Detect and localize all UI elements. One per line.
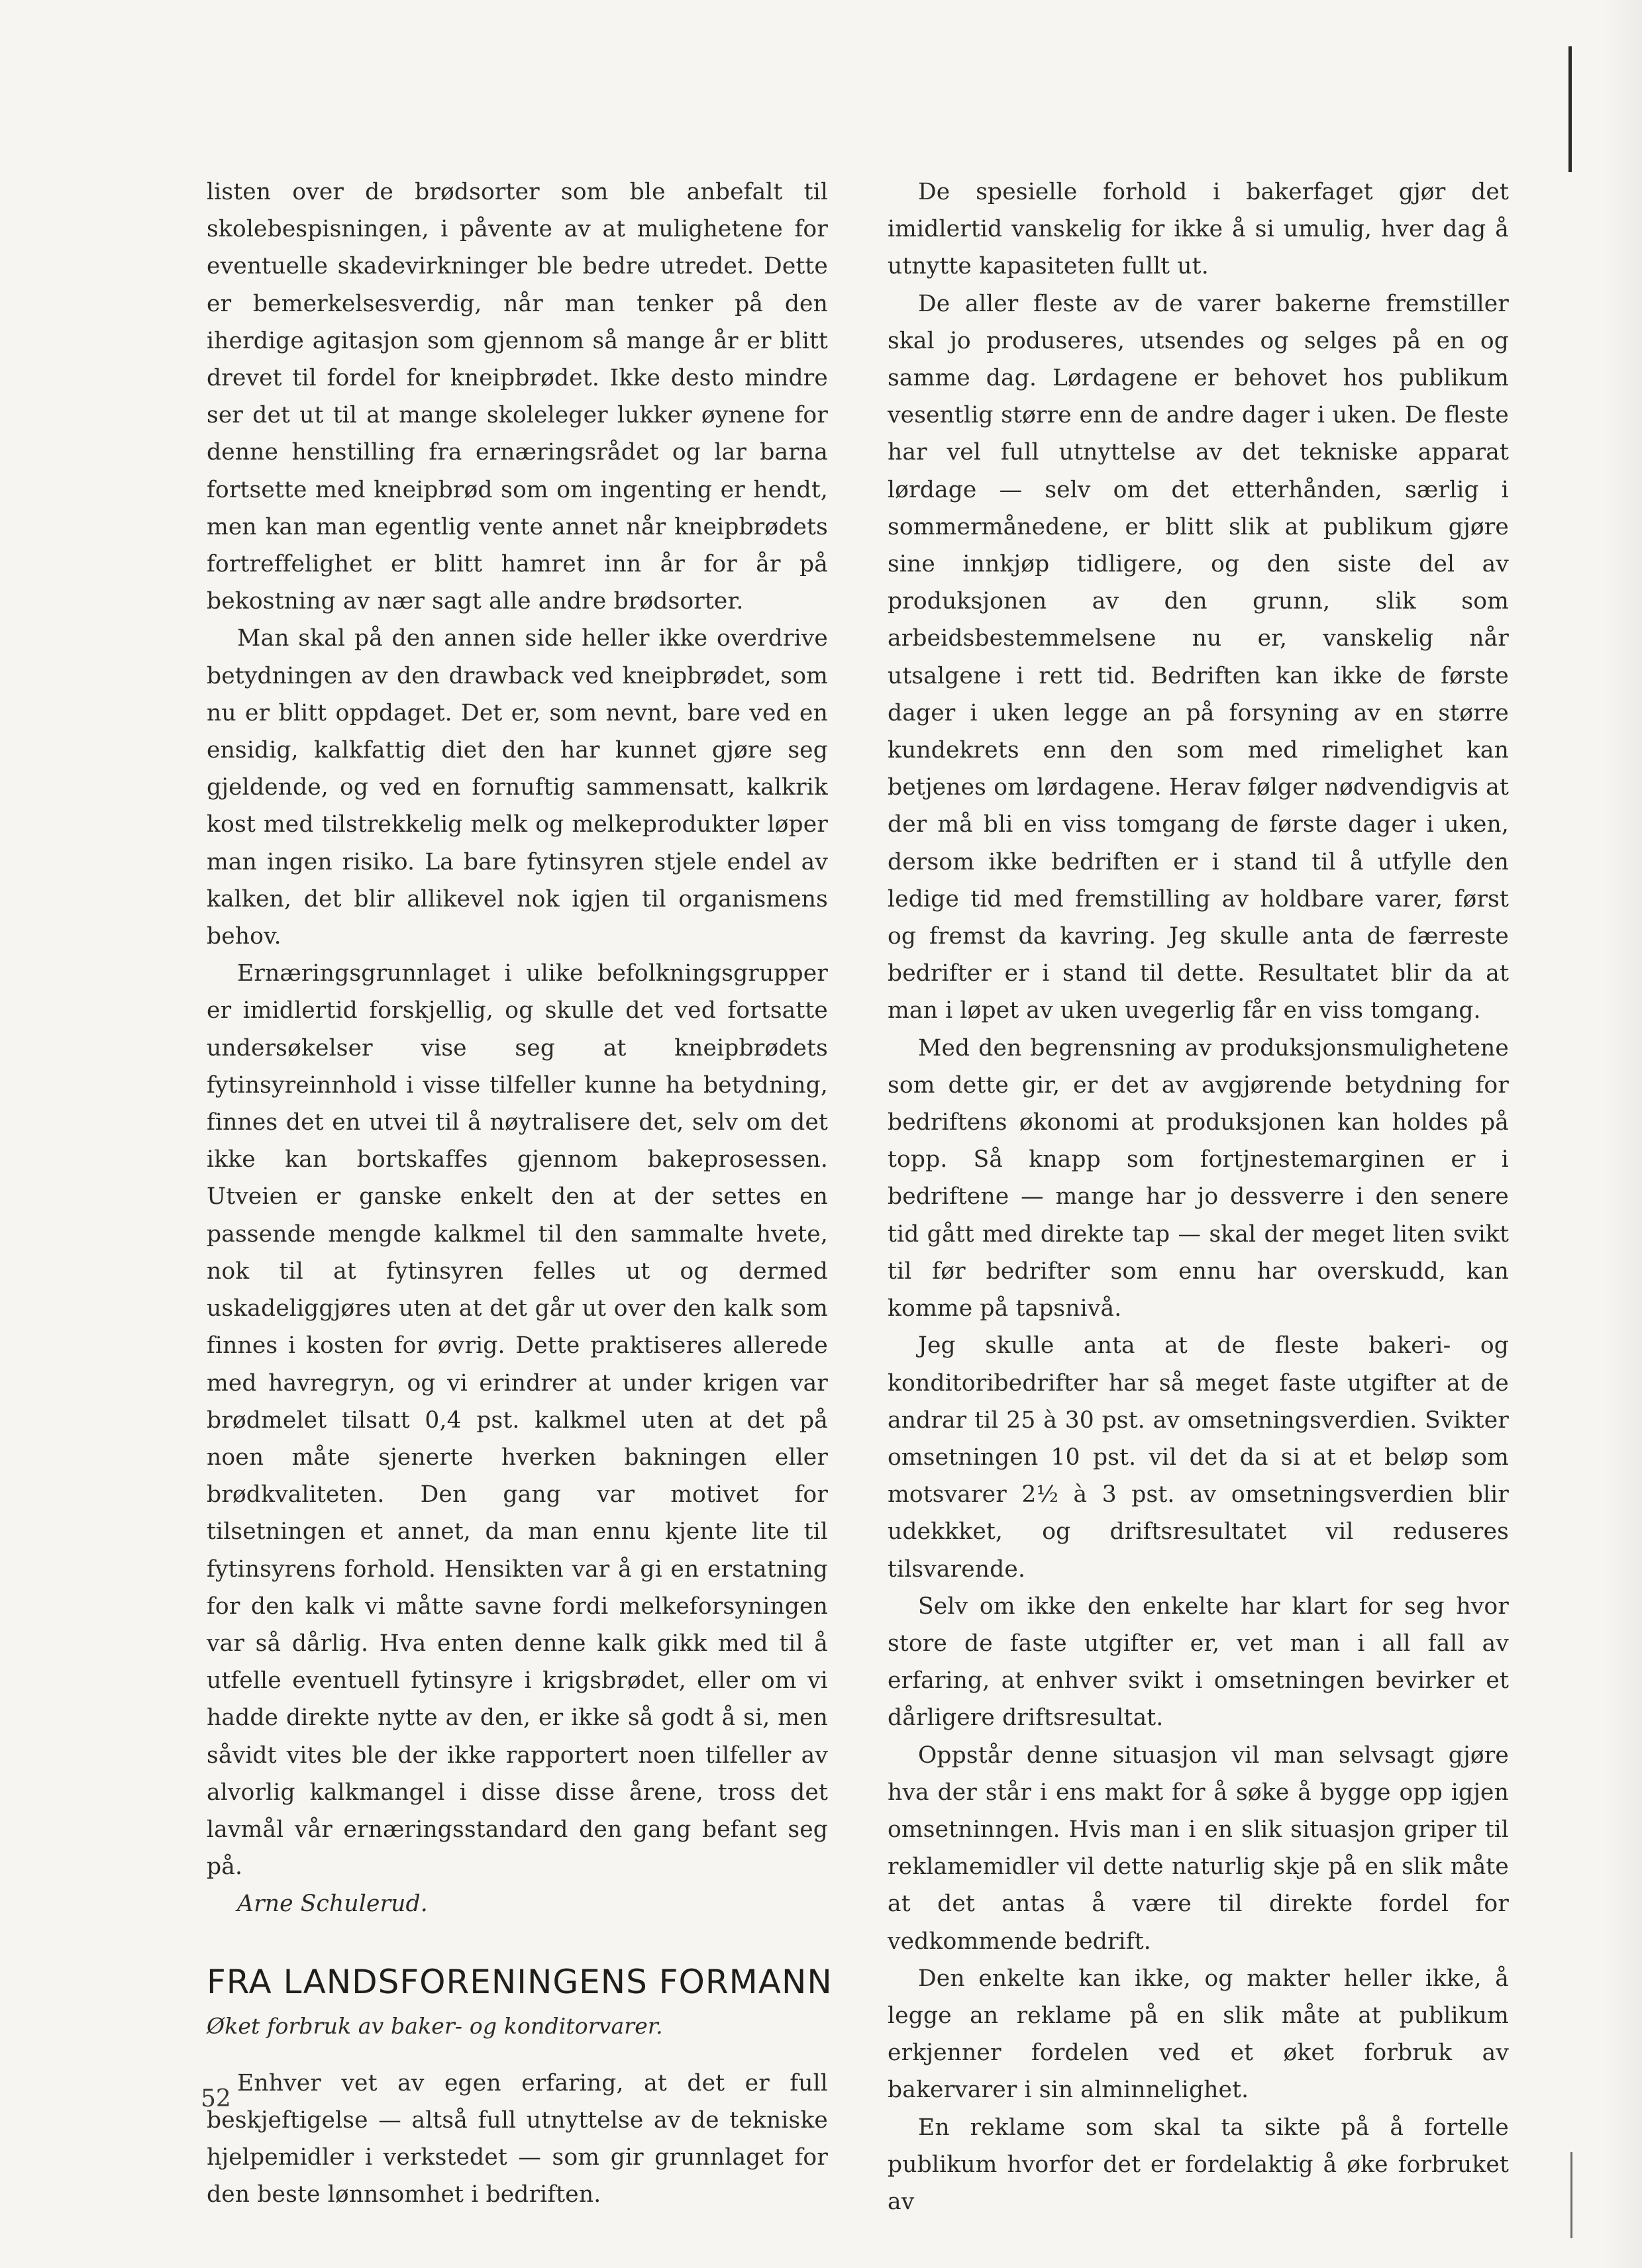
author-signature: Arne Schulerud. (237, 1891, 428, 1918)
article-paragraph: Selv om ikke den enkelte har klart for seg hvor store de faste utgifter er, vet man i all fall av erfaring, at enhver svikt i omsetningen bevirker et dårligere driftsresultat. (888, 1593, 1509, 1732)
article-paragraph: Med den begrensning av produksjonsmulighetene som dette gir, er det av avgjørende betydning for bedriftens økonomi at produksjonen kan holdes på topp. Så knapp som fortjnestemarginen er i bedriftene — mange har jo dessverre i den senere tid gått med direkte tap — skal der meget liten svikt til før bedrifter som ennu har overskudd, kan komme på tapsnivå. (888, 1034, 1509, 1322)
left-column (207, 173, 833, 2213)
article-paragraph: Ernæringsgrunnlaget i ulike befolkningsgrupper er imidlertid forskjellig, og skulle det ved fortsatte undersøkelser vise seg at kneipbrødets fytinsyreinnhold i visse tilfeller kunne ha betydning, finnes det en utvei til å nøytralisere det, selv om det ikke kan bortskaffes gjennom bakeprosessen. Utveien er ganske enkelt den at der settes en passende mengde kalkmel til den sammalte hvete, nok til at fytinsyren felles ut og dermed uskadeliggjøres uten at det går ut over den kalk som finnes i kosten for øvrig. Dette praktiseres allerede med havregryn, og vi erindrer at under krigen var brødmelet tilsatt 0,4 pst. kalkmel uten at det på noen måte sjenerte hverken bakningen eller brødkvaliteten. Den gang var motivet for tilsetningen et annet, da man ennu kjente lite til fytinsyrens forhold. Hensikten var å gi en erstatning for den kalk vi måtte savne fordi melkeforsyningen var så dårlig. Hva enten denne kalk gikk med til å utfelle eventuell fytinsyre i krigsbrødet, eller om vi hadde direkte nytte av den, er ikke så godt å si, men såvidt vites ble der ikke rapportert noen tilfeller av alvorlig kalkmangel i disse disse årene, tross det lavmål vår ernæringsstandard den gang befant seg på. (207, 960, 828, 1881)
page-number: 52 (201, 2085, 231, 2112)
margin-mark (1568, 46, 1572, 172)
article-paragraph: En reklame som skal ta sikte på å fortelle publikum hvorfor det er fordelaktig å øke forbruket av (888, 2114, 1509, 2215)
page-edge-shadow (1602, 0, 1642, 2268)
article-paragraph: Man skal på den annen side heller ikke overdrive betydningen av den drawback ved kneipbrødet, som nu er blitt oppdaget. Det er, som nevnt, bare ved en ensidig, kalkfattig diet den har kunnet gjøre seg gjeldende, og ved en fornuftig sammensatt, kalkrik kost med tilstrekkelig melk og melkeprodukter løper man ingen risiko. La bare fytinsyren stjele endel av kalken, det blir allikevel nok igjen til organismens behov. (207, 625, 828, 950)
article-paragraph: De spesielle forhold i bakerfaget gjør det imidlertid vanskelig for ikke å si umulig, hver dag å utnytte kapasiteten fullt ut. (888, 179, 1509, 280)
article-paragraph: De aller fleste av de varer bakerne fremstiller skal jo produseres, utsendes og selges på en og samme dag. Lørdagene er behovet hos publikum vesentlig større enn de andre dager i uken. De fleste har vel full utnyttelse av det tekniske apparat lørdage — selv om det etterhånden, særlig i sommermånedene, er blitt slik at publikum gjøre sine innkjøp tidligere, og den siste del av produksjonen av den grunn, slik som arbeidsbestemmelsene nu er, vanskelig når utsalgene i rett tid. Bedriften kan ikke de første dager i uken legge an på forsyning av en større kundekrets enn den som med rimelighet kan betjenes om lørdagene. Herav følger nødvendigvis at der må bli en viss tomgang de første dager i uken, dersom ikke bedriften er i stand til å utfylle den ledige tid med fremstilling av holdbare varer, først og fremst da kavring. Jeg skulle anta de færreste bedrifter er i stand til dette. Resultatet blir da at man i løpet av uken uvegerlig får en viss tomgang. (888, 290, 1509, 1024)
section-heading: FRA LANDSFORENINGENS FORMANN (207, 1962, 833, 2001)
margin-mark (1570, 2152, 1572, 2238)
article-paragraph: listen over de brødsorter som ble anbefalt til skolebespisningen, i påvente av at mulighetene for eventuelle skadevirkninger ble bedre utredet. Dette er bemerkelsesverdig, når man tenker på den iherdige agitasjon som gjennom så mange år er blitt drevet til fordel for kneipbrødet. Ikke desto mindre ser det ut til at mange skoleleger lukker øynene for denne henstilling fra ernæringsrådet og lar barna fortsette med kneipbrød som om ingenting er hendt, men kan man egentlig vente annet når kneipbrødets fortreffelighet er blitt hamret inn år for år på bekostning av nær sagt alle andre brødsorter. (207, 179, 828, 615)
right-column (888, 173, 1509, 2220)
article-paragraph: Den enkelte kan ikke, og makter heller ikke, å legge an reklame på en slik måte at publikum erkjenner fordelen ved et øket forbruk av bakervarer i sin alminnelighet. (888, 1965, 1509, 2104)
article-paragraph: Enhver vet av egen erfaring, at det er full beskjeftigelse — altså full utnyttelse av de tekniske hjelpemidler i verkstedet — som gir grunnlaget for den beste lønnsomhet i bedriften. (207, 2069, 828, 2208)
article-paragraph: Jeg skulle anta at de fleste bakeri- og konditoribedrifter har så meget faste utgifter at de andrar til 25 à 30 pst. av omsetningsverdien. Svikter omsetningen 10 pst. vil det da si at et beløp som motsvarer 2½ à 3 pst. av omsetningsverdien blir udekkket, og driftsresultatet vil reduseres tilsvarende. (888, 1332, 1509, 1583)
article-paragraph: Oppstår denne situasjon vil man selvsagt gjøre hva der står i ens makt for å søke å bygge opp igjen omsetninngen. Hvis man i en slik situasjon griper til reklamemidler vil dette naturlig skje på en slik måte at det antas å være til direkte fordel for vedkommende bedrift. (888, 1742, 1509, 1955)
section-subheading: Øket forbruk av baker- og konditorvarer. (207, 2012, 663, 2039)
